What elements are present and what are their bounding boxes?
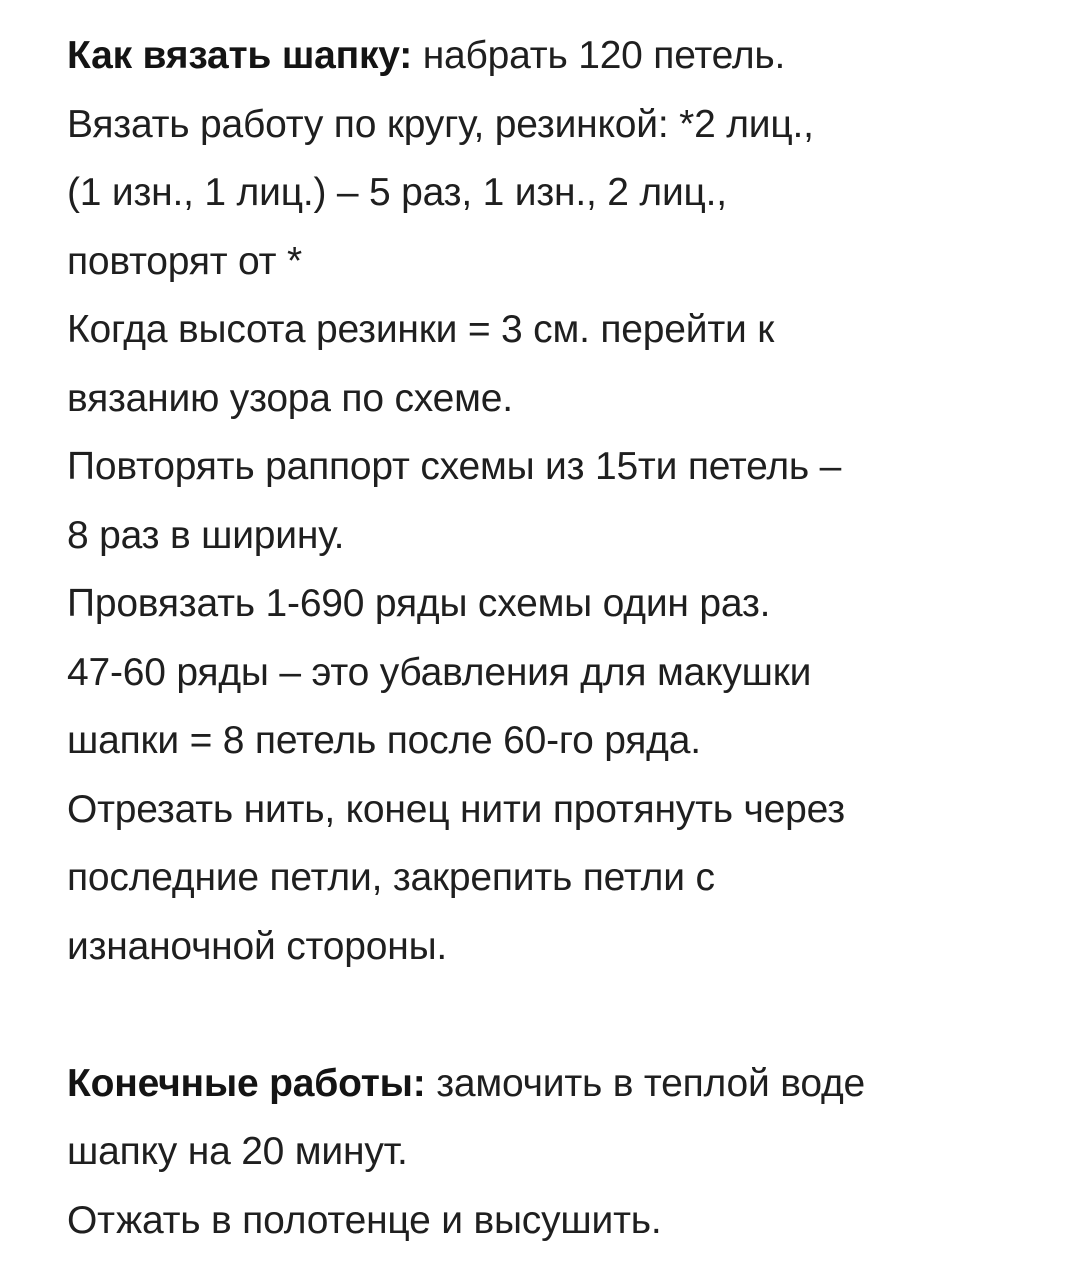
instructions-text (67, 22, 1057, 1255)
knitting-line-5: вязанию узора по схеме. (67, 376, 513, 420)
knitting-line-0: набрать 120 петель. (412, 34, 786, 77)
knitting-line-7: 8 раз в ширину. (67, 513, 345, 557)
knitting-line-9: 47-60 ряды – это убавления для макушки (67, 650, 812, 694)
finishing-label: Конечные работы: (67, 1061, 426, 1105)
knitting-line-6: Повторять раппорт схемы из 15ти петель – (67, 445, 842, 488)
finishing-line-0: замочить в теплой воде (425, 1061, 866, 1105)
knitting-line-2: (1 изн., 1 лиц.) – 5 раз, 1 изн., 2 лиц., (67, 171, 727, 214)
knitting-line-1: Вязать работу по кругу, резинкой: *2 лиц., (67, 102, 814, 146)
finishing-line-2: Отжать в полотенце и высушить. (67, 1198, 662, 1242)
finishing-section (67, 1050, 1057, 1256)
text-line (67, 1050, 1057, 1119)
knitting-line-3: повторят от * (67, 239, 302, 283)
knitting-line-12: последние петли, закрепить петли с (67, 856, 715, 899)
knitting-section (67, 22, 1057, 981)
knitting-line-10: шапки = 8 петель после 60-го ряда. (67, 719, 701, 762)
knitting-label: Как вязать шапку: (67, 34, 413, 77)
knitting-line-13: изнаночной стороны. (67, 924, 448, 968)
text-line (67, 22, 1057, 91)
finishing-line-1: шапку на 20 минут. (67, 1130, 408, 1173)
knitting-line-4: Когда высота резинки = 3 см. перейти к (67, 308, 775, 351)
knitting-line-11: Отрезать нить, конец нити протянуть через (67, 787, 845, 831)
knitting-line-8: Провязать 1-690 ряды схемы один раз. (67, 582, 771, 625)
